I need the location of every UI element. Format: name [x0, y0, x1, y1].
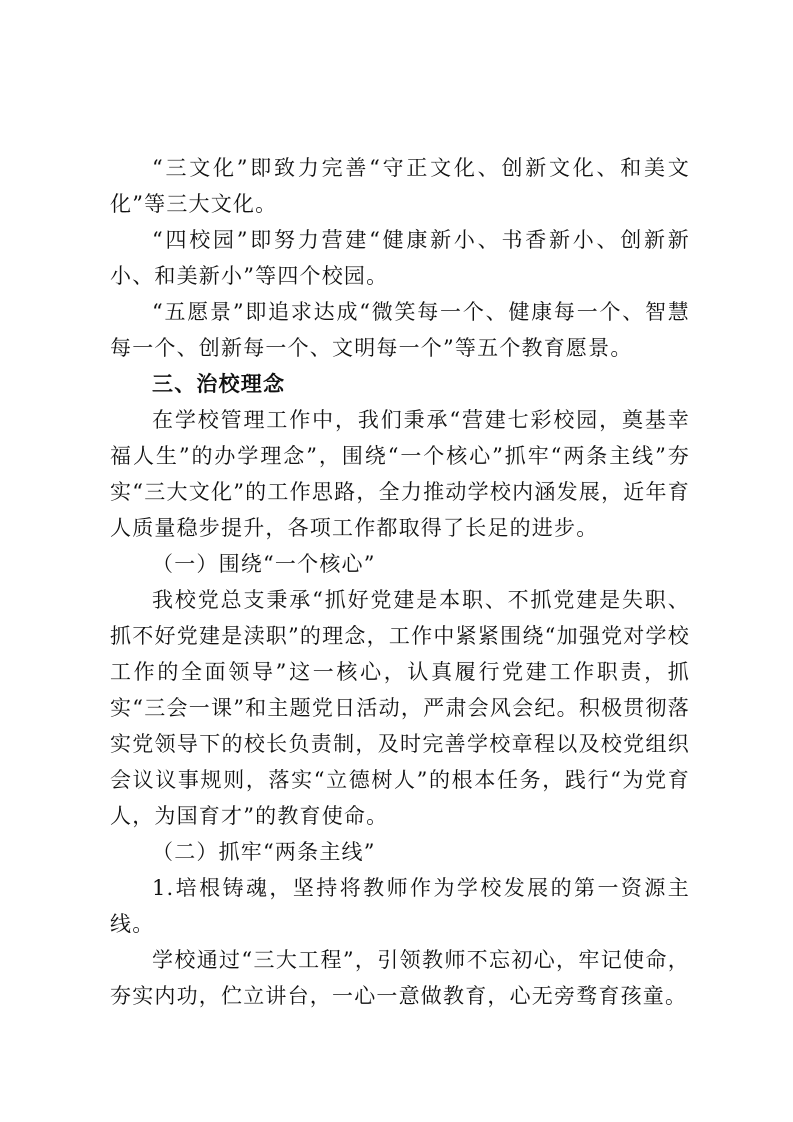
paragraph-three-projects: 学校通过“三大工程”，引领教师不忘初心，牢记使命，夯实内功，伫立讲台，一心一意做教育，心无旁骛育孩童。 — [110, 948, 690, 1008]
paragraph-five-visions: “五愿景”即追求达成“微笑每一个、健康每一个、智慧每一个、创新每一个、文明每一个”等五个教育愿景。 — [110, 300, 690, 360]
paragraph-management-intro: 在学校管理工作中，我们秉承“营建七彩校园，奠基幸福人生”的办学理念”，围绕“一个核心”抓牢“两条主线”夯实“三大文化”的工作思路，全力推动学校内涵发展，近年育人质量稳步提升，各项工作都取得了长足的进步。 — [110, 408, 690, 540]
paragraph-four-campuses: “四校园”即努力营建“健康新小、书香新小、创新新小、和美新小”等四个校园。 — [110, 228, 690, 288]
document-body — [110, 150, 690, 1014]
paragraph-three-cultures: “三文化”即致力完善“守正文化、创新文化、和美文化”等三大文化。 — [110, 156, 690, 216]
subheading-two-main-lines: （二）抓牢“两条主线” — [152, 840, 376, 864]
subheading-one-core: （一）围绕“一个核心” — [152, 552, 376, 576]
paragraph-party-branch: 我校党总支秉承“抓好党建是本职、不抓党建是失职、抓不好党建是渎职”的理念，工作中紧紧围绕“加强党对学校工作的全面领导”这一核心，认真履行党建工作职责，抓实“三会一课”和主题党日活动，严肃会风会纪。积极贯彻落实党领导下的校长负责制，及时完善学校章程以及校党组织会议议事规则，落实“立德树人”的根本任务，践行“为党育人，为国育才”的教育使命。 — [110, 588, 690, 828]
paragraph-teachers-main-line: 1.培根铸魂，坚持将教师作为学校发展的第一资源主线。 — [110, 876, 690, 936]
section-heading-governance-philosophy: 三、治校理念 — [152, 372, 286, 396]
